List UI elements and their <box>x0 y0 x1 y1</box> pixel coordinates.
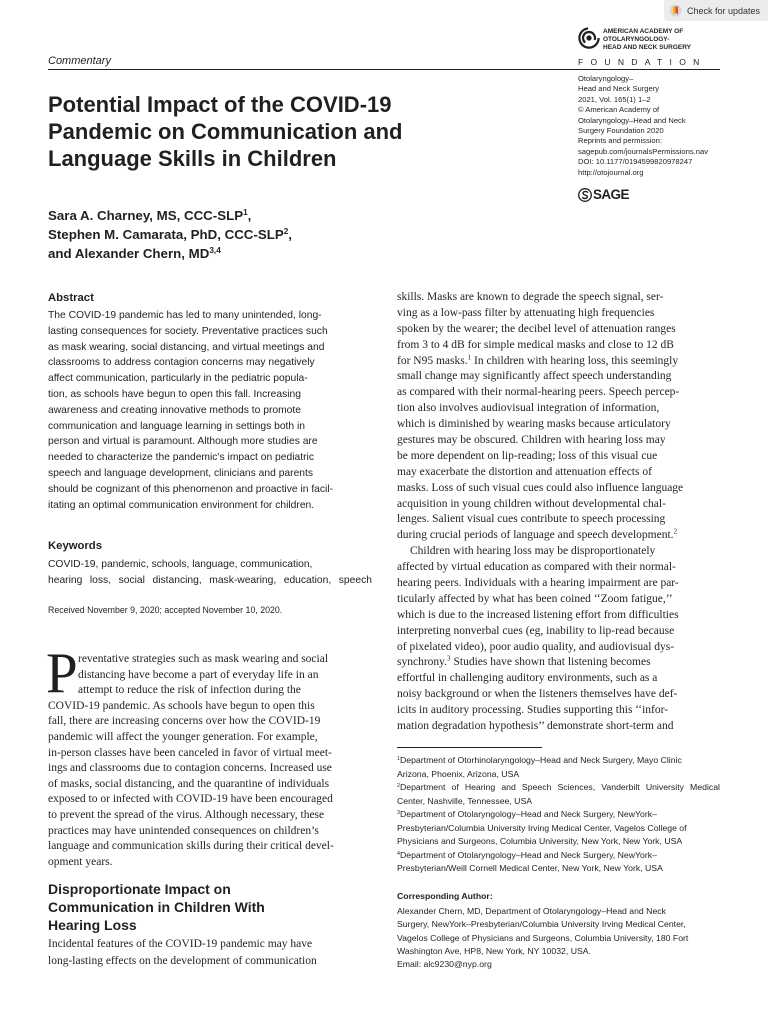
body-line: acquisition in young children without developmental chal- <box>397 497 666 510</box>
article-title <box>48 91 488 172</box>
body-line: gestures may be obscured. Children with hearing loss may <box>397 434 666 447</box>
body-line: hearing peers. Individuals with a hearing impairment are par- <box>397 577 679 590</box>
keywords-heading: Keywords <box>48 540 102 552</box>
article-title-line: Language Skills in Children <box>48 146 337 171</box>
organization-name <box>603 28 713 51</box>
abstract-line: awareness and creating innovative methods to promote <box>48 404 301 416</box>
journal-info-line: © American Academy of <box>578 105 660 115</box>
journal-info-line: 2021, Vol. 165(1) 1–2 <box>578 94 651 104</box>
affiliation-line: Presbyterian/Weill Cornell Medical Center, New York, New York, USA <box>397 863 663 873</box>
journal-info-line: Otolaryngology– <box>578 74 634 83</box>
intro-line: language and communication skills during their critical devel- <box>48 840 334 853</box>
superscript: 1 <box>467 353 472 362</box>
intro-line: attempt to reduce the risk of infection during the <box>78 684 301 697</box>
section-paragraph-start <box>48 936 372 970</box>
body-line: small change may significantly affect speech understanding <box>397 370 672 383</box>
body-line: as compared with their normal-hearing peers. Speech percep- <box>397 386 680 399</box>
sage-publisher-logo <box>578 187 629 203</box>
section-heading <box>48 880 372 934</box>
header-divider <box>48 69 720 70</box>
author-list <box>48 206 428 263</box>
body-line: icits in auditory processing. Studies supporting this ‘‘infor- <box>397 704 669 717</box>
body-line: which is due to the increased listening effort from difficulties <box>397 608 679 621</box>
author-line: and Alexander Chern, MD$^{3,4}$ <box>48 246 221 261</box>
journal-info-line: Head and Neck Surgery <box>578 84 660 94</box>
body-line: lenges. Salient visual cues contribute to speech processing <box>397 513 666 526</box>
intro-line: distancing have become a part of everyday life in an <box>78 668 319 681</box>
intro-paragraph <box>48 652 372 870</box>
body-line: tion also involves audiovisual integration of information, <box>397 402 660 415</box>
article-title-line: Potential Impact of the COVID-19 <box>48 92 392 117</box>
corresponding-author-line: Email: alc9230@nyp.org <box>397 959 492 970</box>
superscript: 1 <box>243 208 248 218</box>
keywords-text <box>48 557 372 589</box>
superscript: 4 <box>397 850 400 857</box>
corresponding-author-line: Vagelos College of Physicians and Surgeons, Columbia University, 180 Fort <box>397 932 689 943</box>
sage-logo-icon <box>578 188 592 202</box>
abstract-line: communication and language learning in settings both in <box>48 420 306 432</box>
body-line: ticularly affected by what has been coined ‘‘Zoom fatigue,’’ <box>397 592 673 605</box>
intro-line: in-person classes have been canceled in favor of virtual meet- <box>48 746 332 759</box>
abstract-line: The COVID-19 pandemic has led to many unintended, long- <box>48 310 322 321</box>
body-line: synchrony.$^3$ Studies have shown that listening becomes <box>397 655 651 669</box>
superscript: 3 <box>397 809 400 816</box>
affiliation-line: $^4$Department of Otolaryngology–Head and Neck Surgery, NewYork– <box>397 849 657 860</box>
body-line: mation degradation hypothesis’’ demonstrate short-term and <box>397 720 674 733</box>
affiliation-line: Center, Nashville, Tennessee, USA <box>397 795 533 806</box>
aao-hns-foundation-logo-icon <box>578 27 600 49</box>
section-heading-line: Disproportionate Impact on <box>48 881 231 897</box>
superscript: 2 <box>283 227 289 237</box>
abstract-text <box>48 308 372 513</box>
intro-line: COVID-19 pandemic. As schools have begun to open this <box>48 699 315 712</box>
intro-line: to prevent the spread of the virus. Although necessary, these <box>48 808 325 821</box>
abstract-line: classrooms to address contagion concerns may negatively <box>48 357 315 369</box>
journal-info-line: Reprints and permission: <box>578 136 662 146</box>
corresponding-author-details <box>397 905 720 971</box>
abstract-line: affect communication, particularly in the pediatric popula- <box>48 373 308 385</box>
intro-line: exposed to or infected with COVID-19 have been encouraged <box>48 793 333 806</box>
body-line: noisy background or when the listeners themselves have def- <box>397 688 678 701</box>
foundation-wordmark: FOUNDATION <box>578 57 707 67</box>
intro-line: opment years. <box>48 855 113 868</box>
drop-cap: P <box>46 642 78 705</box>
body-line: Incidental features of the COVID-19 pandemic may have <box>48 938 313 950</box>
keywords-line: COVID-19, pandemic, schools, language, communication, <box>48 559 313 570</box>
superscript: 2 <box>673 528 678 537</box>
abstract-line: as mask wearing, social distancing, and virtual meetings and <box>48 341 325 353</box>
body-text-right-column <box>397 290 720 735</box>
journal-info-line: Otolaryngology–Head and Neck <box>578 115 686 125</box>
author-line: Sara A. Charney, MS, CCC-SLP$^1$, <box>48 208 252 223</box>
body-line: for N95 masks.$^1$ In children with hearing loss, this seemingly <box>397 353 679 367</box>
footnote-divider <box>397 747 542 748</box>
organization-name-line: HEAD AND NECK SURGERY <box>603 43 691 51</box>
body-line: spoken by the wearer; the decibel level of attenuation ranges <box>397 322 676 335</box>
journal-info-line: sagepub.com/journalsPermissions.nav <box>578 146 709 156</box>
body-line: interpreting nonverbal cues (eg, inability to lip-read because <box>397 624 675 637</box>
received-dates: Received November 9, 2020; accepted November 10, 2020. <box>48 605 283 615</box>
intro-line: pandemic will affect the younger generation. For example, <box>48 730 318 743</box>
journal-info-line: DOI: 10.1177/0194599820978247 <box>578 157 693 167</box>
intro-line: reventative strategies such as mask wearing and social <box>78 653 329 665</box>
affiliation-line: Presbyterian/Columbia University Irving Medical Center, Vagelos College of <box>397 822 687 833</box>
body-line: during crucial periods of language and speech development.$^2$ <box>397 528 678 542</box>
affiliation-line: $^3$Department of Otolaryngology–Head and Neck Surgery, NewYork– <box>397 809 657 819</box>
abstract-line: speech and language development, clinicians and parents <box>48 467 314 479</box>
abstract-heading: Abstract <box>48 292 94 304</box>
abstract-line: should be cognizant of this phenomenon and proactive in facil- <box>48 483 334 495</box>
article-type-label: Commentary <box>48 55 111 67</box>
affiliation-line: Physicians and Surgeons, Columbia University, New York, New York, USA <box>397 836 683 846</box>
organization-name-line: AMERICAN ACADEMY OF <box>603 28 684 35</box>
section-heading-line: Communication in Children With <box>48 899 265 915</box>
body-line: effortful in challenging auditory environments, such as a <box>397 672 658 685</box>
check-for-updates-button[interactable] <box>664 0 768 21</box>
body-line: from 3 to 4 dB for simple medical masks and close to 12 dB <box>397 338 674 351</box>
body-line: Children with hearing loss may be disproportionately <box>410 545 656 558</box>
intro-line: practices may have unintended consequences on children’s <box>48 824 319 837</box>
journal-info-line: http://otojournal.org <box>578 167 644 177</box>
abstract-line: lasting consequences for society. Preventative practices such <box>48 325 328 337</box>
organization-name-line: OTOLARYNGOLOGY- <box>603 35 670 43</box>
abstract-line: needed to characterize the pandemic’s impact on pediatric <box>48 452 314 464</box>
corresponding-author-line: Surgery, NewYork–Presbyterian/Columbia University Irving Medical Center, <box>397 919 686 930</box>
body-line: be more dependent on lip-reading; loss of this visual cue <box>397 449 658 462</box>
superscript: 2 <box>397 782 400 789</box>
journal-info <box>578 74 728 178</box>
body-line: ving as a low-pass filter by attenuating high frequencies <box>397 306 655 319</box>
check-for-updates-label: Check for updates <box>687 5 761 16</box>
sage-logo-text: SAGE <box>593 187 629 202</box>
intro-line: fall, there are increasing concerns over how the COVID-19 <box>48 715 321 728</box>
author-affiliations <box>397 754 720 876</box>
affiliation-line: $^1$Department of Otorhinolaryngology–Head and Neck Surgery, Mayo Clinic <box>397 755 682 765</box>
abstract-line: itating an optimal communication environment for children. <box>48 499 315 511</box>
corresponding-author-line: Washington Ave, HP8, New York, NY 10032, USA. <box>397 945 591 956</box>
superscript: 1 <box>397 755 400 762</box>
body-line: of pixelated video), poor audio quality, and audiovisual dys- <box>397 640 675 653</box>
body-line: skills. Masks are known to degrade the speech signal, ser- <box>397 291 664 303</box>
intro-line: of masks, social distancing, and the quarantine of individuals <box>48 777 330 790</box>
body-line: affected by virtual education as compared with their normal- <box>397 561 676 574</box>
abstract-line: person and virtual is paramount. Although more studies are <box>48 436 318 448</box>
article-title-line: Pandemic on Communication and <box>48 119 403 144</box>
journal-info-line: Surgery Foundation 2020 <box>578 125 664 135</box>
intro-line: ings and classrooms due to contagion concerns. Increased use <box>48 762 332 775</box>
superscript: 3 <box>447 655 451 664</box>
author-line: Stephen M. Camarata, PhD, CCC-SLP$^2$, <box>48 227 292 242</box>
section-heading-line: Hearing Loss <box>48 917 137 933</box>
corresponding-author-line: Alexander Chern, MD, Department of Otolaryngology–Head and Neck <box>397 906 666 916</box>
affiliation-line: $^2$Department of Hearing and Speech Sciences, Vanderbilt University Medical <box>397 782 720 792</box>
body-line: long-lasting effects on the development of communication <box>48 955 317 967</box>
body-line: masks. Loss of such visual cues could also influence language <box>397 481 684 494</box>
check-for-updates-icon <box>669 4 682 17</box>
affiliation-line: Arizona, Phoenix, Arizona, USA <box>397 768 520 779</box>
body-line: may exacerbate the distortion and attenuation effects of <box>397 465 652 478</box>
corresponding-author-heading: Corresponding Author: <box>397 891 493 901</box>
keywords-line: hearing loss, social distancing, mask-wearing, education, speech <box>48 575 372 586</box>
superscript: 3,4 <box>209 246 221 256</box>
body-line: which is diminished by wearing masks because articulatory <box>397 418 671 431</box>
abstract-line: tion, as schools have begun to open this fall. Increasing <box>48 388 302 400</box>
